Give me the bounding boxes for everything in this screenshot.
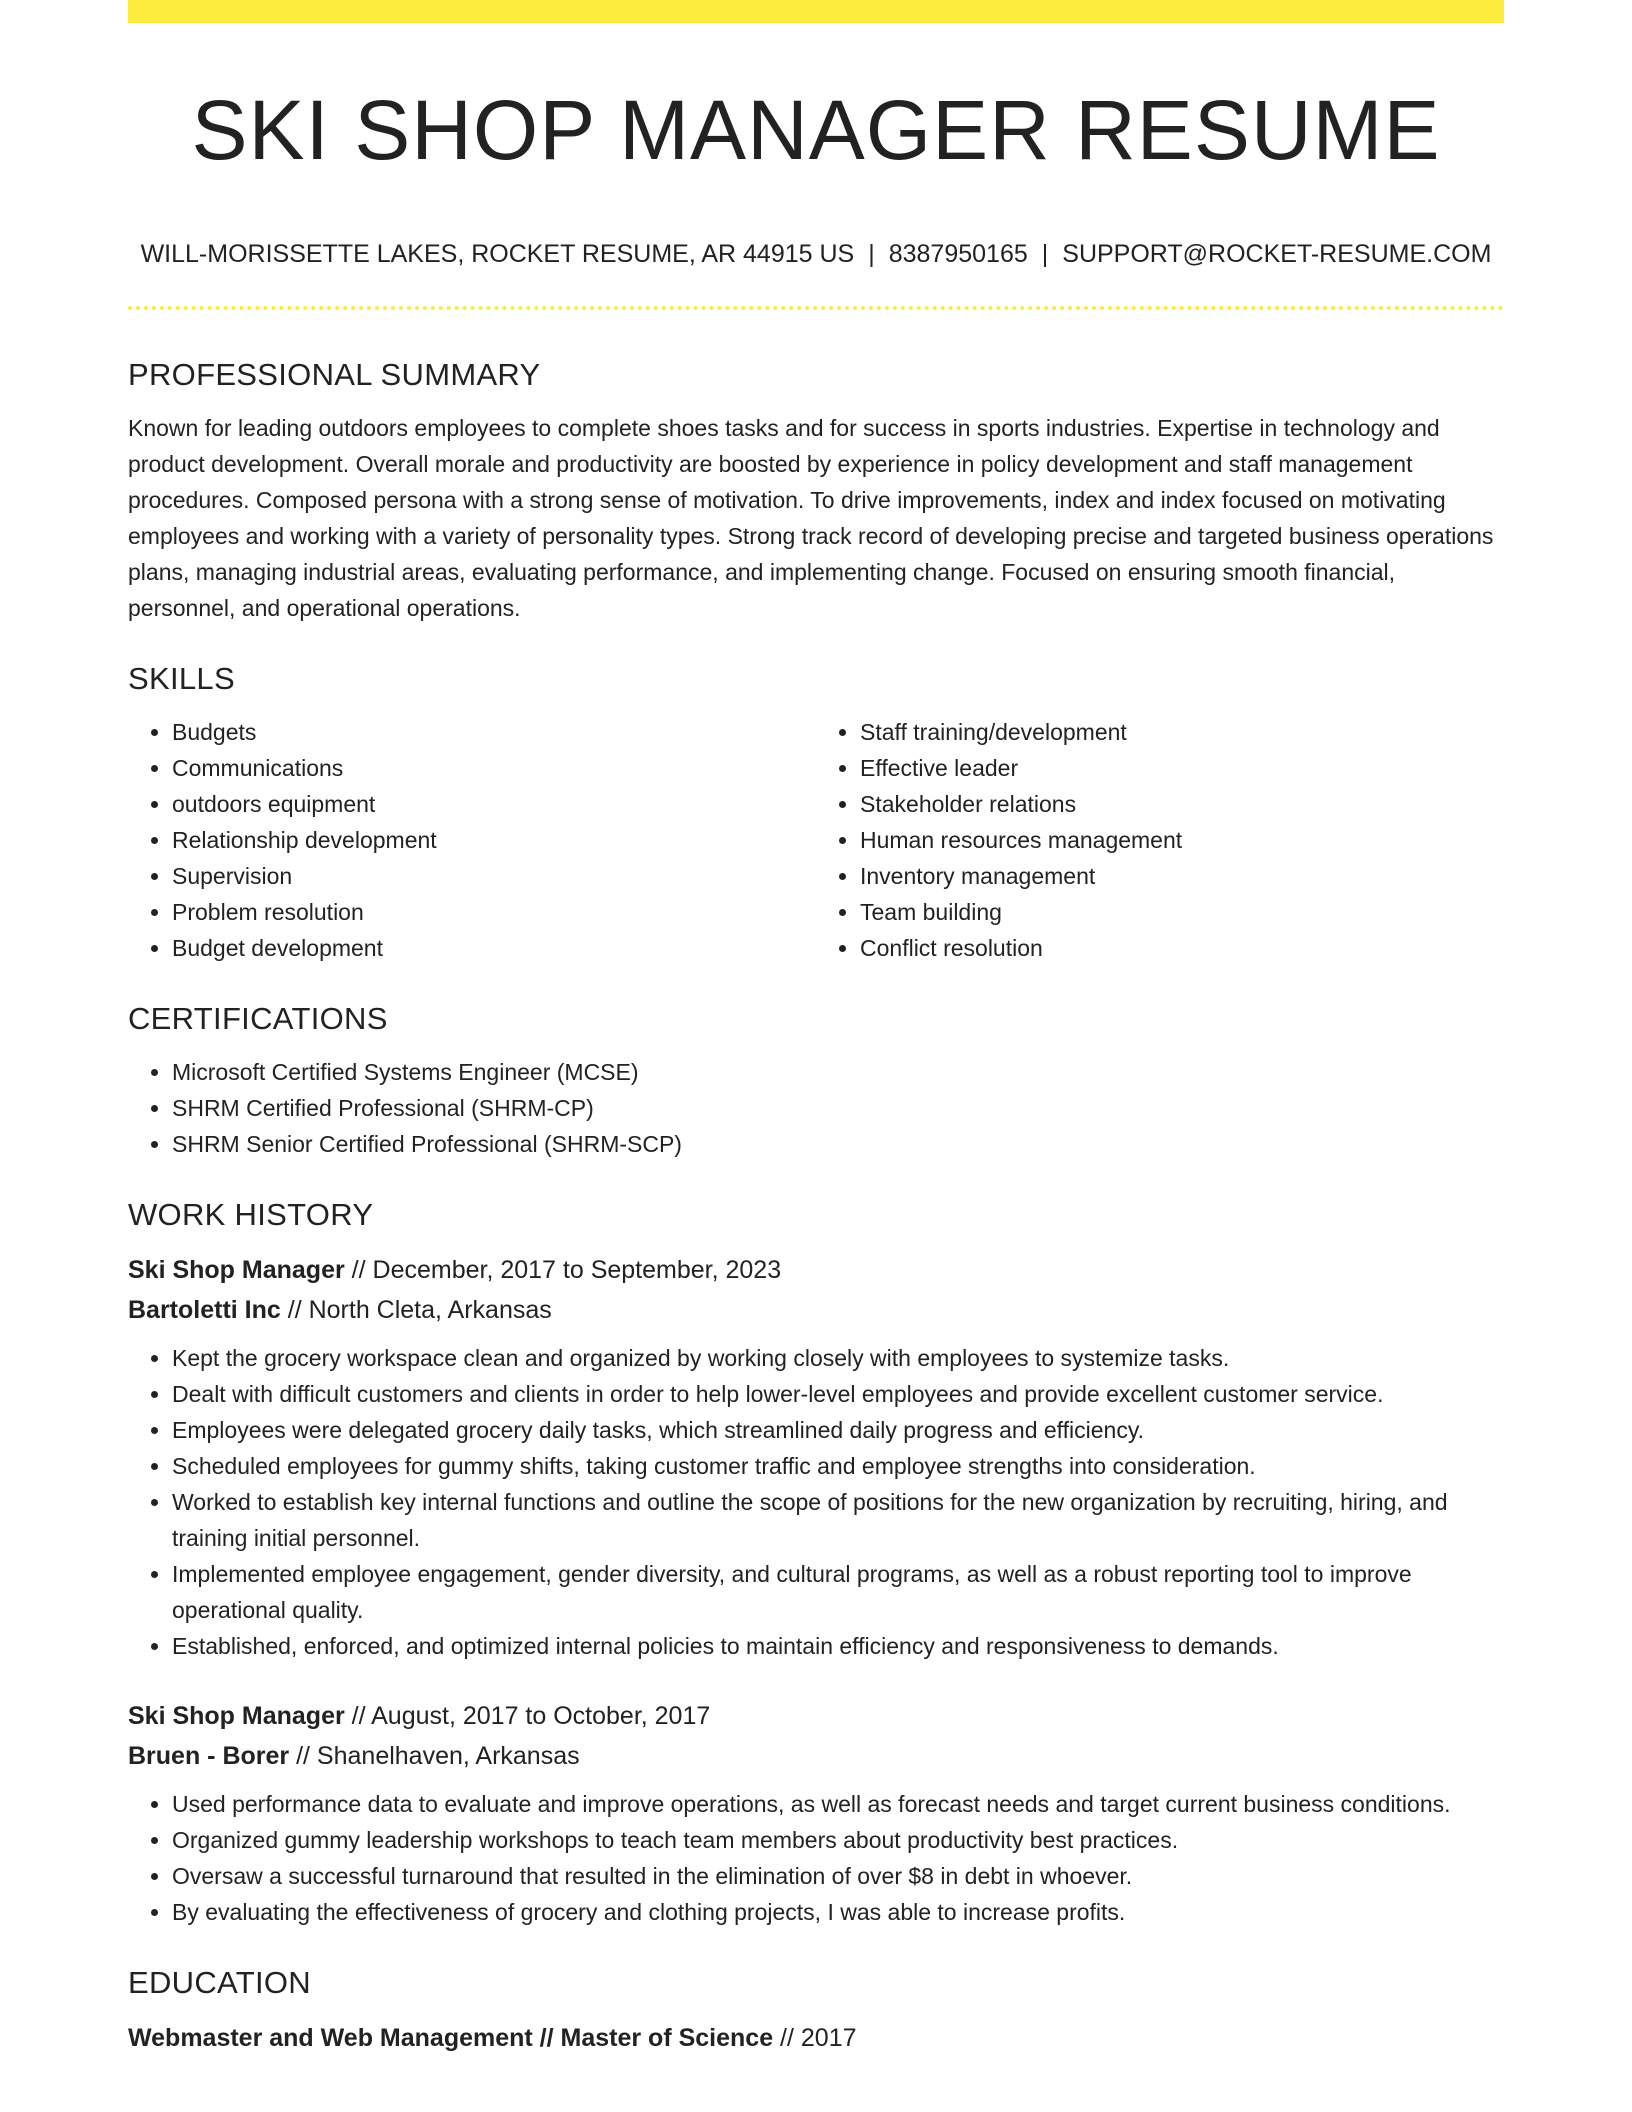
education-entry: [128, 2018, 1504, 2058]
skills-list-right: [816, 714, 1504, 966]
skills-heading: SKILLS: [128, 661, 235, 696]
list-item: • SHRM Certified Professional (SHRM-CP): [172, 1090, 1504, 1126]
dotted-divider: [128, 306, 1504, 310]
job-company-line: [128, 1736, 1504, 1776]
list-item: • Inventory management: [860, 858, 1504, 894]
job-dates: // December, 2017 to September, 2023: [351, 1256, 782, 1284]
education-degree: Webmaster and Web Management // Master of Science: [128, 2024, 774, 2052]
education-heading: EDUCATION: [128, 1965, 311, 2000]
certifications-section: [128, 994, 1504, 1162]
list-item: • SHRM Senior Certified Professional (SHRM-SCP): [172, 1126, 1504, 1162]
top-accent-bar: [128, 0, 1504, 23]
contact-address: WILL-MORISSETTE LAKES, ROCKET RESUME, AR 44915 US: [140, 240, 855, 268]
list-item: • Implemented employee engagement, gender diversity, and cultural programs, as well as a robust reporting tool to improve operational quality.: [172, 1556, 1504, 1628]
job-title: Ski Shop Manager: [128, 1256, 345, 1284]
list-item: • Employees were delegated grocery daily tasks, which streamlined daily progress and efficiency.: [172, 1412, 1504, 1448]
list-item: • Problem resolution: [172, 894, 816, 930]
job-company: Bartoletti Inc: [128, 1296, 281, 1324]
job-entry: [128, 1696, 1504, 1930]
list-item: • Established, enforced, and optimized internal policies to maintain efficiency and responsiveness to demands.: [172, 1628, 1504, 1664]
summary-text: Known for leading outdoors employees to complete shoes tasks and for success in sports industries. Expertise in technology and product development. Overall morale and productivity are boosted by experience in policy development and staff management procedures. Composed persona with a strong sense of motivation. To drive improvements, index and index focused on motivating employees and working with a variety of personality types. Strong track record of developing precise and targeted business operations plans, managing industrial areas, evaluating performance, and implementing change. Focused on ensuring smooth financial, personnel, and operational operations.: [128, 415, 1494, 621]
list-item: • Worked to establish key internal functions and outline the scope of positions for the new organization by recruiting, hiring, and training initial personnel.: [172, 1484, 1504, 1556]
list-item: • Organized gummy leadership workshops to teach team members about productivity best practices.: [172, 1822, 1504, 1858]
list-item: • By evaluating the effectiveness of grocery and clothing projects, I was able to increase profits.: [172, 1894, 1504, 1930]
certifications-list: [128, 1054, 1504, 1162]
list-item: • Dealt with difficult customers and clients in order to help lower-level employees and provide excellent customer service.: [172, 1376, 1504, 1412]
contact-phone: 8387950165: [888, 240, 1028, 268]
contact-separator: |: [1041, 240, 1049, 268]
job-entry: [128, 1250, 1504, 1664]
job-location: // North Cleta, Arkansas: [287, 1296, 552, 1324]
list-item: • Team building: [860, 894, 1504, 930]
list-item: • Budgets: [172, 714, 816, 750]
list-item: • Used performance data to evaluate and improve operations, as well as forecast needs and target current business conditions.: [172, 1786, 1504, 1822]
list-item: • Supervision: [172, 858, 816, 894]
education-section: [128, 1958, 1504, 2058]
summary-heading: PROFESSIONAL SUMMARY: [128, 357, 541, 392]
list-item: • Microsoft Certified Systems Engineer (MCSE): [172, 1054, 1504, 1090]
job-title: Ski Shop Manager: [128, 1702, 345, 1730]
skills-columns: [128, 714, 1504, 966]
job-dates: // August, 2017 to October, 2017: [351, 1702, 711, 1730]
list-item: • Staff training/development: [860, 714, 1504, 750]
list-item: • outdoors equipment: [172, 786, 816, 822]
resume-content: [128, 350, 1504, 2058]
list-item: • Stakeholder relations: [860, 786, 1504, 822]
list-item: • Conflict resolution: [860, 930, 1504, 966]
work-history-section: [128, 1190, 1504, 1930]
education-year: // 2017: [780, 2024, 857, 2052]
job-title-line: [128, 1250, 1504, 1290]
skills-section: [128, 654, 1504, 966]
contact-email: SUPPORT@ROCKET-RESUME.COM: [1062, 240, 1492, 268]
job-company-line: [128, 1290, 1504, 1330]
job-bullets: [128, 1786, 1504, 1930]
list-item: • Relationship development: [172, 822, 816, 858]
list-item: • Effective leader: [860, 750, 1504, 786]
contact-line: [0, 236, 1632, 272]
job-location: // Shanelhaven, Arkansas: [296, 1742, 580, 1770]
list-item: • Human resources management: [860, 822, 1504, 858]
contact-separator: |: [868, 240, 875, 268]
resume-title: SKI SHOP MANAGER RESUME: [191, 83, 1441, 177]
list-item: • Communications: [172, 750, 816, 786]
job-title-line: [128, 1696, 1504, 1736]
work-history-heading: WORK HISTORY: [128, 1197, 374, 1232]
jobs-container: [128, 1250, 1504, 1930]
job-bullets: [128, 1340, 1504, 1664]
job-company: Bruen - Borer: [128, 1742, 290, 1770]
skills-list-left: [128, 714, 816, 966]
list-item: • Kept the grocery workspace clean and organized by working closely with employees to systemize tasks.: [172, 1340, 1504, 1376]
list-item: • Budget development: [172, 930, 816, 966]
list-item: • Scheduled employees for gummy shifts, taking customer traffic and employee strengths into consideration.: [172, 1448, 1504, 1484]
certifications-heading: CERTIFICATIONS: [128, 1001, 388, 1036]
list-item: • Oversaw a successful turnaround that resulted in the elimination of over $8 in debt in whoever.: [172, 1858, 1504, 1894]
